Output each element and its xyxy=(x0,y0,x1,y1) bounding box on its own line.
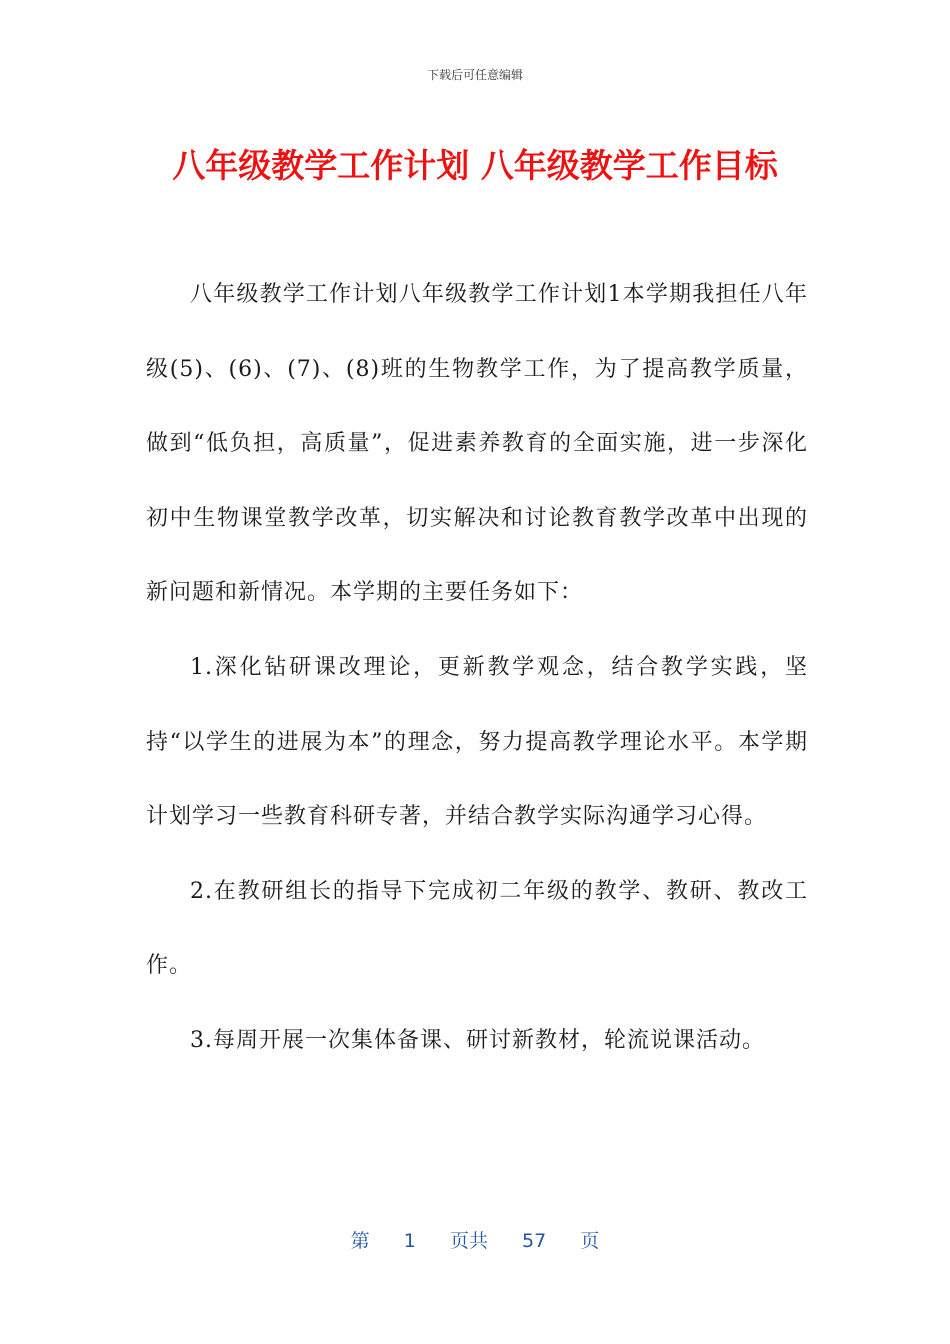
document-body xyxy=(146,258,808,1079)
footer-suffix: 页 xyxy=(580,1230,600,1252)
footer-prefix: 第 xyxy=(350,1230,370,1252)
document-title: 八年级教学工作计划 八年级教学工作目标 xyxy=(172,146,778,185)
paragraph: 1.深化钻研课改理论，更新教学观念，结合教学实践，坚持“以学生的进展为本”的理念，努力提高教学理论水平。本学期计划学习一些教育科研专著，并结合教学实际沟通学习心得。 xyxy=(146,654,808,830)
footer-total-pages: 57 xyxy=(522,1230,547,1252)
paragraph: 八年级教学工作计划八年级教学工作计划1本学期我担任八年级(5)、(6)、(7)、(8)班的生物教学工作，为了提高教学质量，做到“低负担，高质量”，促进素养教育的全面实施，进一步深化初中生物课堂教学改革，切实解决和讨论教育教学改革中出现的新问题和新情况。本学期的主要任务如下： xyxy=(146,282,808,606)
footer-middle: 页共 xyxy=(449,1230,488,1252)
paragraph: 2.在教研组长的指导下完成初二年级的教学、教研、教改工作。 xyxy=(146,878,808,979)
page-header: 下载后可任意编辑 xyxy=(426,68,523,82)
page-footer xyxy=(0,1226,950,1253)
paragraph: 3.每周开展一次集体备课、研讨新教材，轮流说课活动。 xyxy=(190,1027,765,1053)
footer-current-page: 1 xyxy=(403,1230,416,1252)
